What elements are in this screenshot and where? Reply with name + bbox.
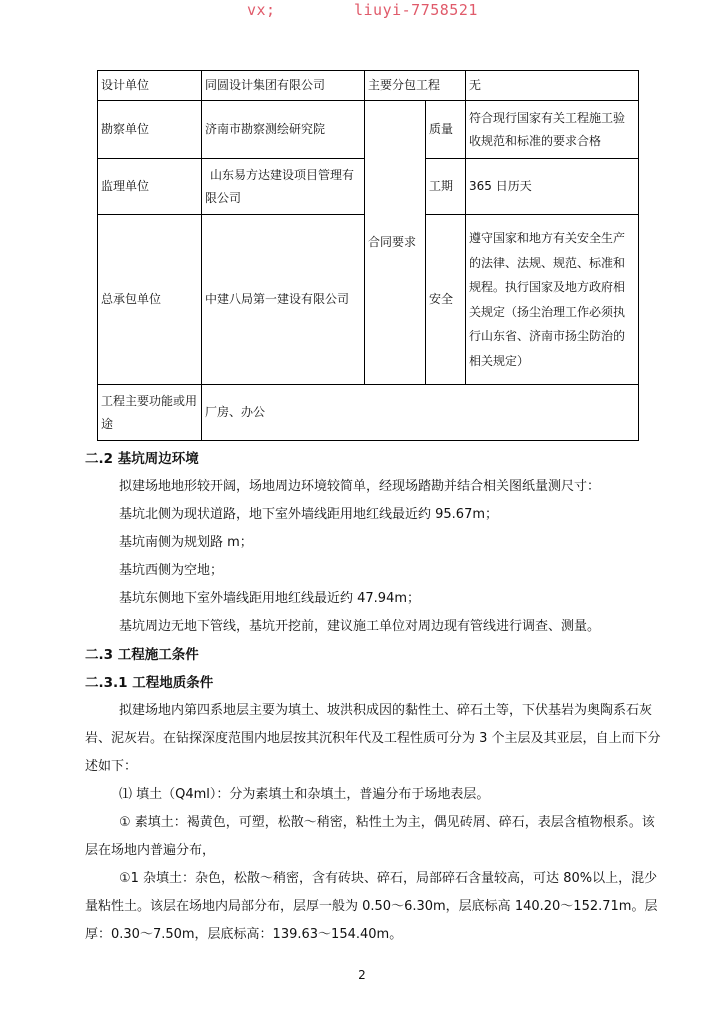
watermark-contact-id: liuyi-7758521 [354,1,478,19]
quality-value: 符合现行国家有关工程施工验收规范和标准的要求合格 [466,101,639,159]
function-value: 厂房、办公 [202,385,639,441]
supervision-unit-value: 山东易方达建设项目管理有限公司 [202,159,365,215]
paragraph: ⑴ 填土（Q4ml）：分为素填土和杂填土，普遍分布于场地表层。 [119,787,490,802]
survey-unit-label: 勘察单位 [98,101,202,159]
paragraph: 基坑北侧为现状道路，地下室外墙线距用地红线最近约 95.67m； [119,507,499,522]
function-label: 工程主要功能或用途 [98,385,202,441]
document-body [85,445,665,949]
general-contractor-value: 中建八局第一建设有限公司 [202,215,365,385]
quality-label: 质量 [426,101,466,159]
subcontract-value: 无 [466,71,639,101]
contract-requirements-label: 合同要求 [365,101,426,385]
paragraph: ①1 杂填土：杂色，松散～稍密，含有砖块、碎石，局部碎石含量较高，可达 80%以上，混少量粘性土。该层在场地内局部分布，层厚一般为 0.50～6.30m，层底标高 140.20～152.71m。层厚：0.30～7.50m，层底标高：139.63～154.40m。 [85,871,658,942]
paragraph: 拟建场地内第四系地层主要为填土、坡洪积成因的黏性土、碎石土等，下伏基岩为奥陶系石灰岩、泥灰岩。在钻探深度范围内地层按其沉积年代及工程性质可分为 3 个主层及其亚层，自上而下分述如下： [85,703,661,774]
page-number: 2 [358,968,366,982]
section-heading-geology: 二.3.1 工程地质条件 [85,675,214,691]
watermark-contact-prefix: vx; [247,1,276,19]
paragraph: 基坑西侧为空地； [119,563,224,578]
survey-unit-value: 济南市勘察测绘研究院 [202,101,365,159]
paragraph: ① 素填土：褐黄色，可塑，松散～稍密，粘性土为主，偶见砖屑、碎石，表层含植物根系。该层在场地内普遍分布， [85,815,655,858]
duration-label: 工期 [426,159,466,215]
design-unit-value: 同圆设计集团有限公司 [202,71,365,101]
paragraph: 拟建场地地形较开阔，场地周边环境较简单，经现场踏勘并结合相关图纸量测尺寸： [119,479,601,494]
design-unit-label: 设计单位 [98,71,202,101]
general-contractor-label: 总承包单位 [98,215,202,385]
project-info-table [97,70,639,441]
watermark [0,0,724,20]
section-heading-surroundings: 二.2 基坑周边环境 [85,451,199,467]
safety-label: 安全 [426,215,466,385]
paragraph: 基坑周边无地下管线，基坑开挖前，建议施工单位对周边现有管线进行调查、测量。 [119,619,601,634]
paragraph: 基坑东侧地下室外墙线距用地红线最近约 47.94m； [119,591,421,606]
subcontract-label: 主要分包工程 [365,71,466,101]
paragraph: 基坑南侧为规划路 m； [119,535,253,550]
safety-value: 遵守国家和地方有关安全生产的法律、法规、规范、标准和规程。执行国家及地方政府相关规定（扬尘治理工作必须执行山东省、济南市扬尘防治的相关规定） [466,215,639,385]
duration-value: 365 日历天 [466,159,639,215]
section-heading-conditions: 二.3 工程施工条件 [85,647,199,663]
supervision-unit-label: 监理单位 [98,159,202,215]
